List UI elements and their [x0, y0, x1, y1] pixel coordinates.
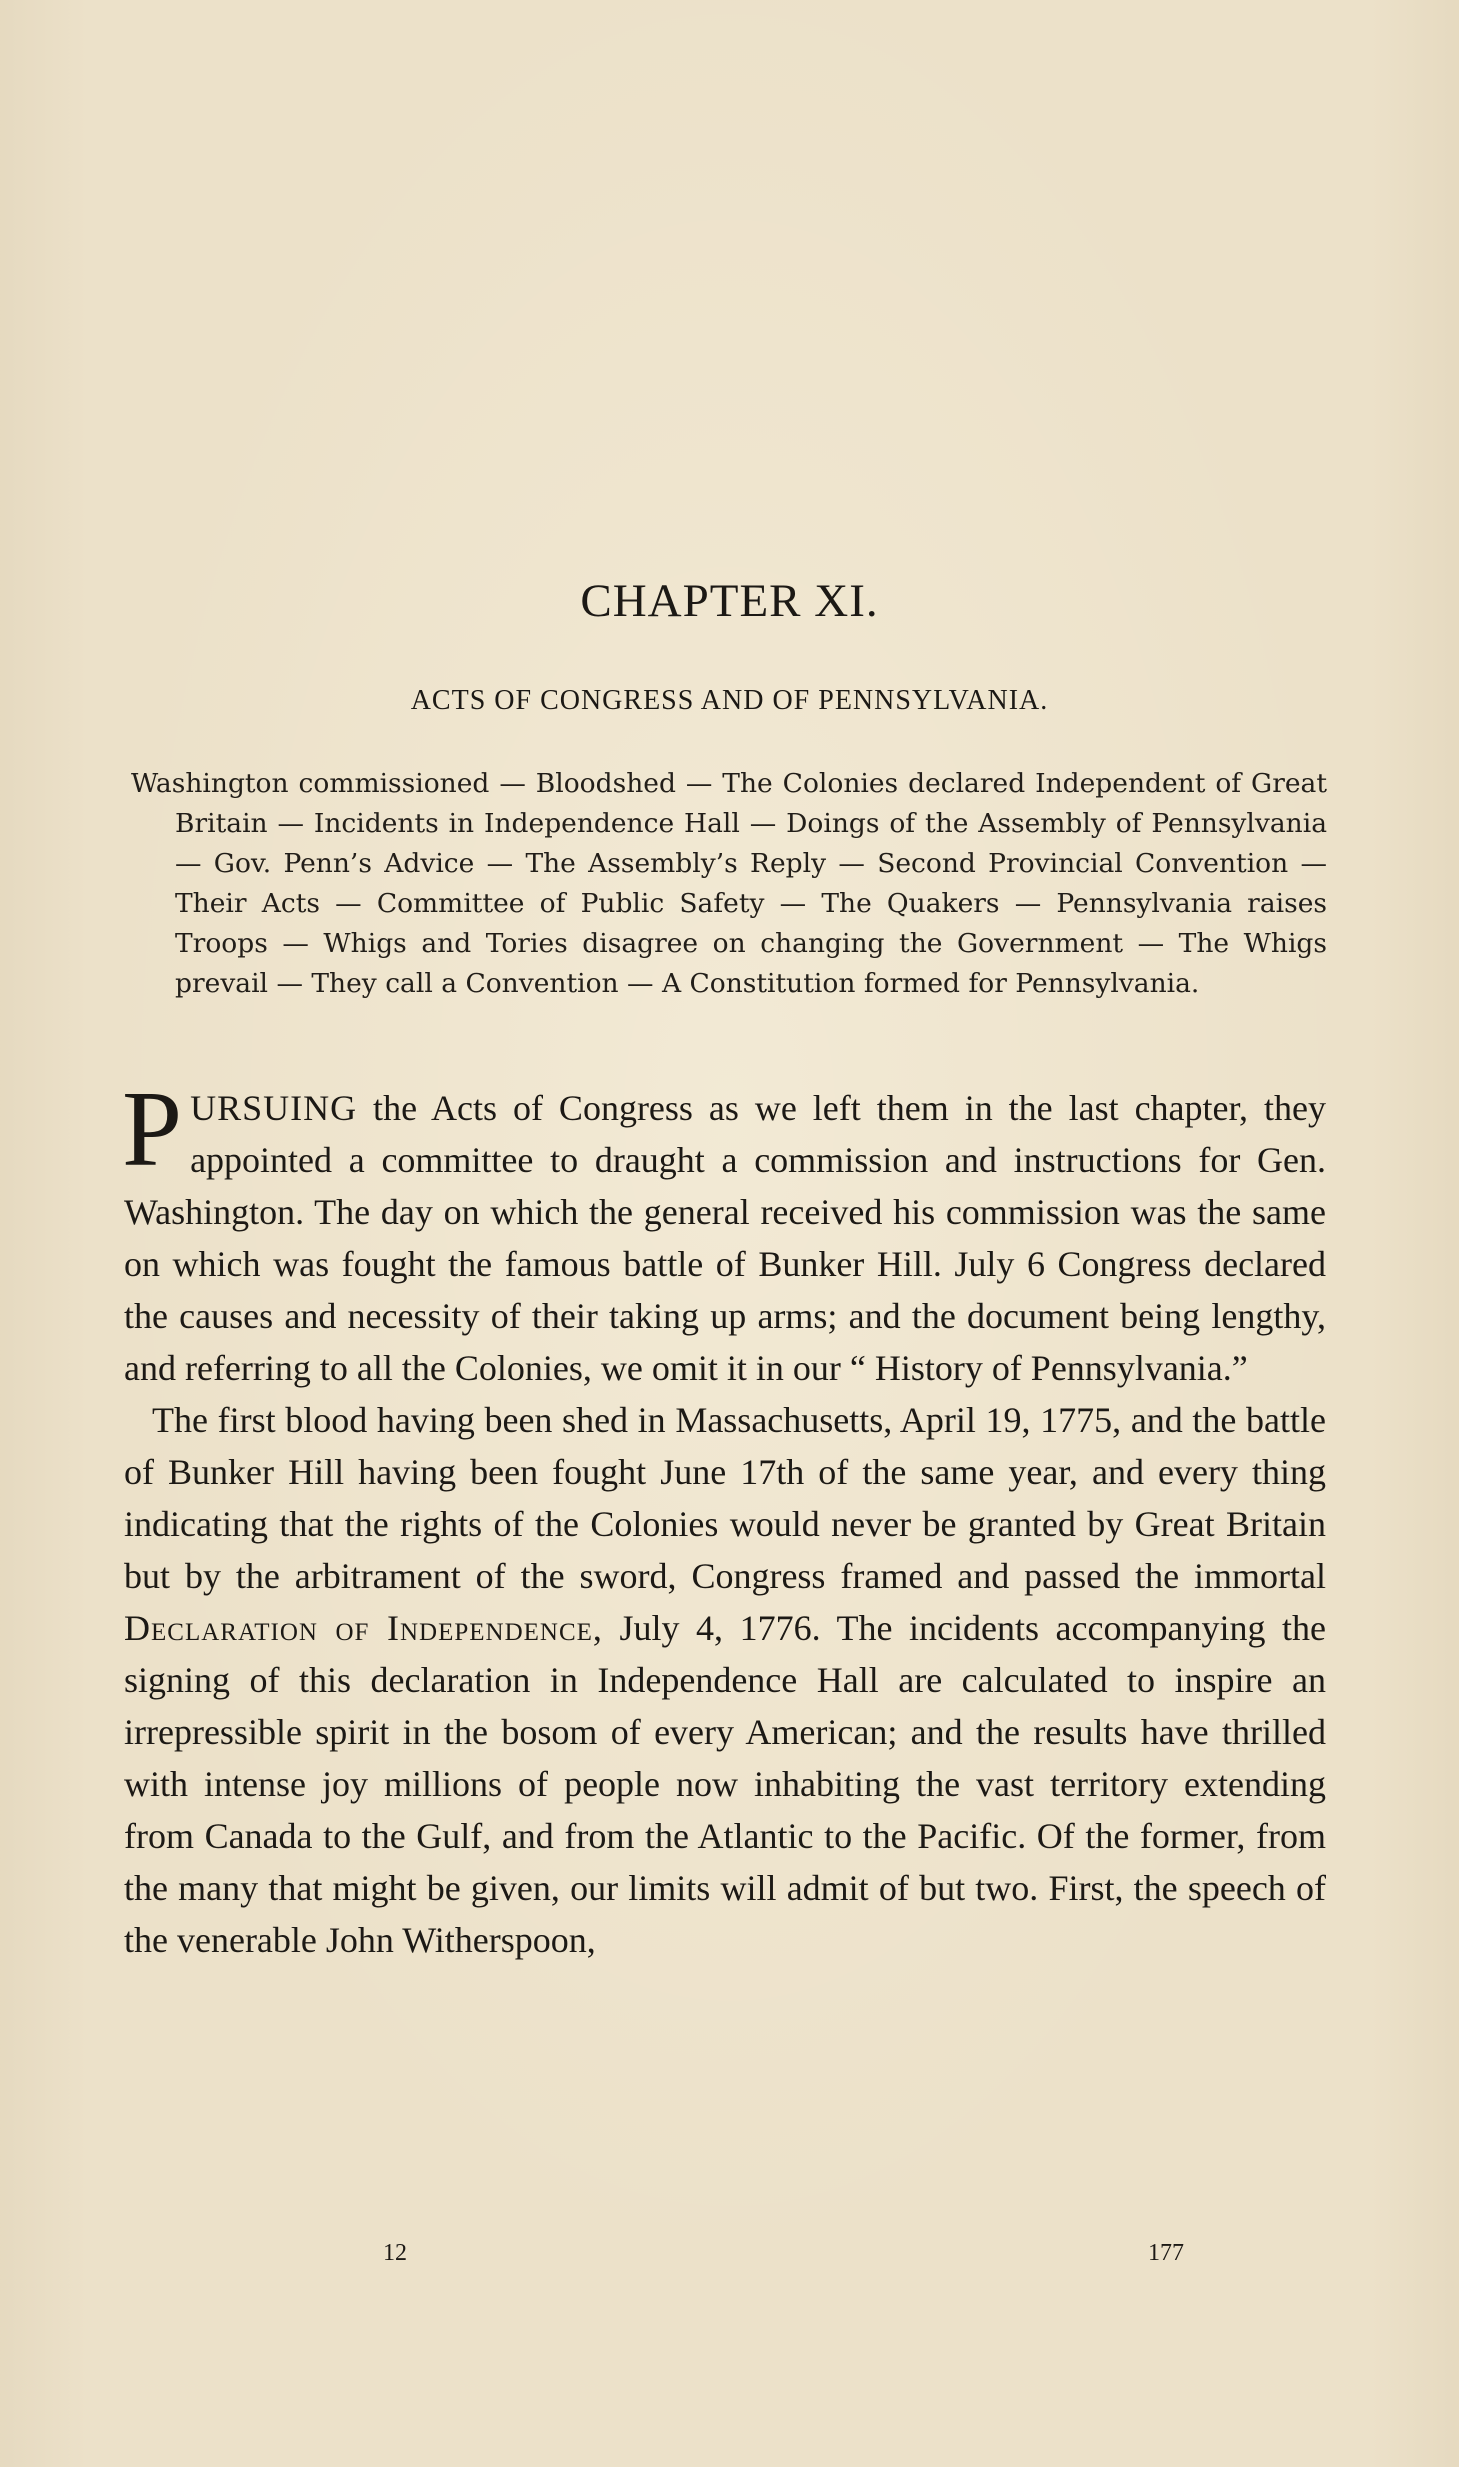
- paragraph-2-text-before: The first blood having been shed in Massachusetts, April 19, 1775, and the battle of Bunker Hill having been fought June 17th of the same year, and every thing indicating that the rights of the Colonies would never be granted by Great Britain but by the arbitrament of the sword, Congress framed and passed the immortal: [124, 1400, 1326, 1596]
- paragraph-2-text-after: July 4, 1776. The incidents accompanying the signing of this declaration in Independence Hall are calculated to inspire an irrepressible spirit in the bosom of every American; and the results have thrilled with intense joy millions of people now inhabiting the vast territory extending from Canada to the Gulf, and from the Atlantic to the Pacific. Of the former, from the many that might be given, our limits will admit of but two. First, the speech of the venerable John Witherspoon,: [124, 1608, 1326, 1960]
- drop-cap: P: [122, 1070, 183, 1189]
- chapter-synopsis: Washington commissioned — Bloodshed — The Colonies declared Independent of Great Britain — Incidents in Independence Hall — Doings of the Assembly of Pennsylvania — Gov. Penn’s Advice — The Assembly’s Reply — Second Provincial Convention — Their Acts — Committee of Public Safety — The Quakers — Pennsylvania raises Troops — Whigs and Tories disagree on changing the Government — The Whigs prevail — They call a Convention — A Constitution formed for Pennsylvania.: [131, 768, 1327, 999]
- declaration-emphasis: Declaration of Independence,: [124, 1608, 603, 1648]
- paragraph-1: [122, 1070, 1326, 1394]
- lead-word: URSUING: [190, 1088, 358, 1128]
- body-text: [122, 1070, 1326, 1966]
- page-number: 177: [1148, 2240, 1184, 2266]
- chapter-subtitle: ACTS OF CONGRESS AND OF PENNSYLVANIA.: [410, 685, 1049, 716]
- paragraph-2: [124, 1394, 1326, 1966]
- signature-mark: 12: [383, 2240, 407, 2266]
- chapter-title: CHAPTER XI.: [580, 575, 879, 627]
- paragraph-1-text: the Acts of Congress as we left them in the last chapter, they appointed a committee to draught a commission and instructions for Gen. Washington. The day on which the general received his commission was the same on which was fought the famous battle of Bunker Hill. July 6 Congress declared the causes and necessity of their taking up arms; and the document being lengthy, and referring to all the Colonies, we omit it in our “ History of Pennsylvania.”: [124, 1088, 1326, 1388]
